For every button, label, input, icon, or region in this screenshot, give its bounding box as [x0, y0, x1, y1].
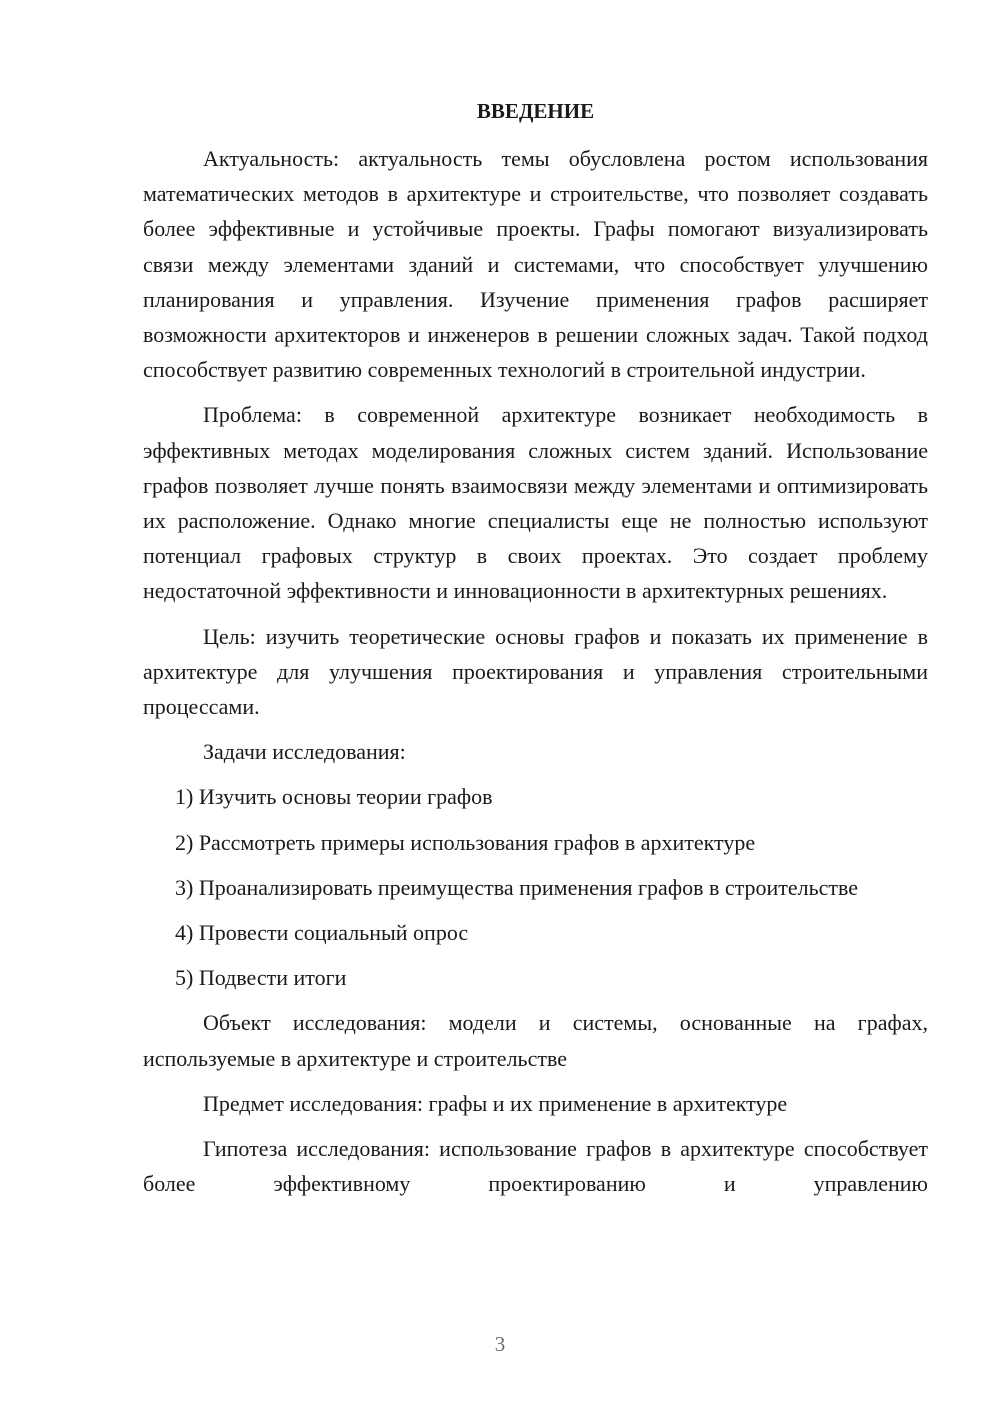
task-item-3: 3) Проанализировать преимущества применения графов в строительстве — [175, 874, 859, 900]
task-item-1: 1) Изучить основы теории графов — [175, 784, 493, 810]
page-content — [143, 95, 928, 1211]
goal-paragraph: Цель: изучить теоретические основы графов и показать их применение в архитектуре для улучшения проектирования и управления строительными процессами. — [143, 623, 928, 720]
tasks-heading: Задачи исследования: — [203, 739, 406, 765]
task-item-5: 5) Подвести итоги — [175, 965, 347, 991]
task-item-4: 4) Провести социальный опрос — [175, 920, 469, 946]
subject-paragraph: Предмет исследования: графы и их применение в архитектуре — [203, 1090, 788, 1116]
hypothesis-paragraph: Гипотеза исследования: использование графов в архитектуре способствует более эффективному проектированию и управлению — [143, 1136, 928, 1197]
page-number: 3 — [494, 1332, 506, 1356]
problem-paragraph: Проблема: в современной архитектуре возникает необходимость в эффективных методах моделирования сложных систем зданий. Использование графов позволяет лучше понять взаимосвязи между элементами и оптимизировать их расположение. Однако многие специалисты еще не полностью используют потенциал графовых структур в своих проектах. Это создает проблему недостаточной эффективности и инновационности в архитектурных решениях. — [143, 402, 928, 604]
page-title: ВВЕДЕНИЕ — [476, 99, 595, 123]
task-item-2: 2) Рассмотреть примеры использования графов в архитектуре — [175, 829, 756, 855]
object-paragraph: Объект исследования: модели и системы, основанные на графах, используемые в архитектуре и строительстве — [143, 1010, 928, 1071]
relevance-paragraph: Актуальность: актуальность темы обусловлена ростом использования математических методов в архитектуре и строительстве, что позволяет создавать более эффективные и устойчивые проекты. Графы помогают визуализировать связи между элементами зданий и системами, что способствует улучшению планирования и управления. Изучение применения графов расширяет возможности архитекторов и инженеров в решении сложных задач. Такой подход способствует развитию современных технологий в строительной индустрии. — [143, 146, 928, 383]
